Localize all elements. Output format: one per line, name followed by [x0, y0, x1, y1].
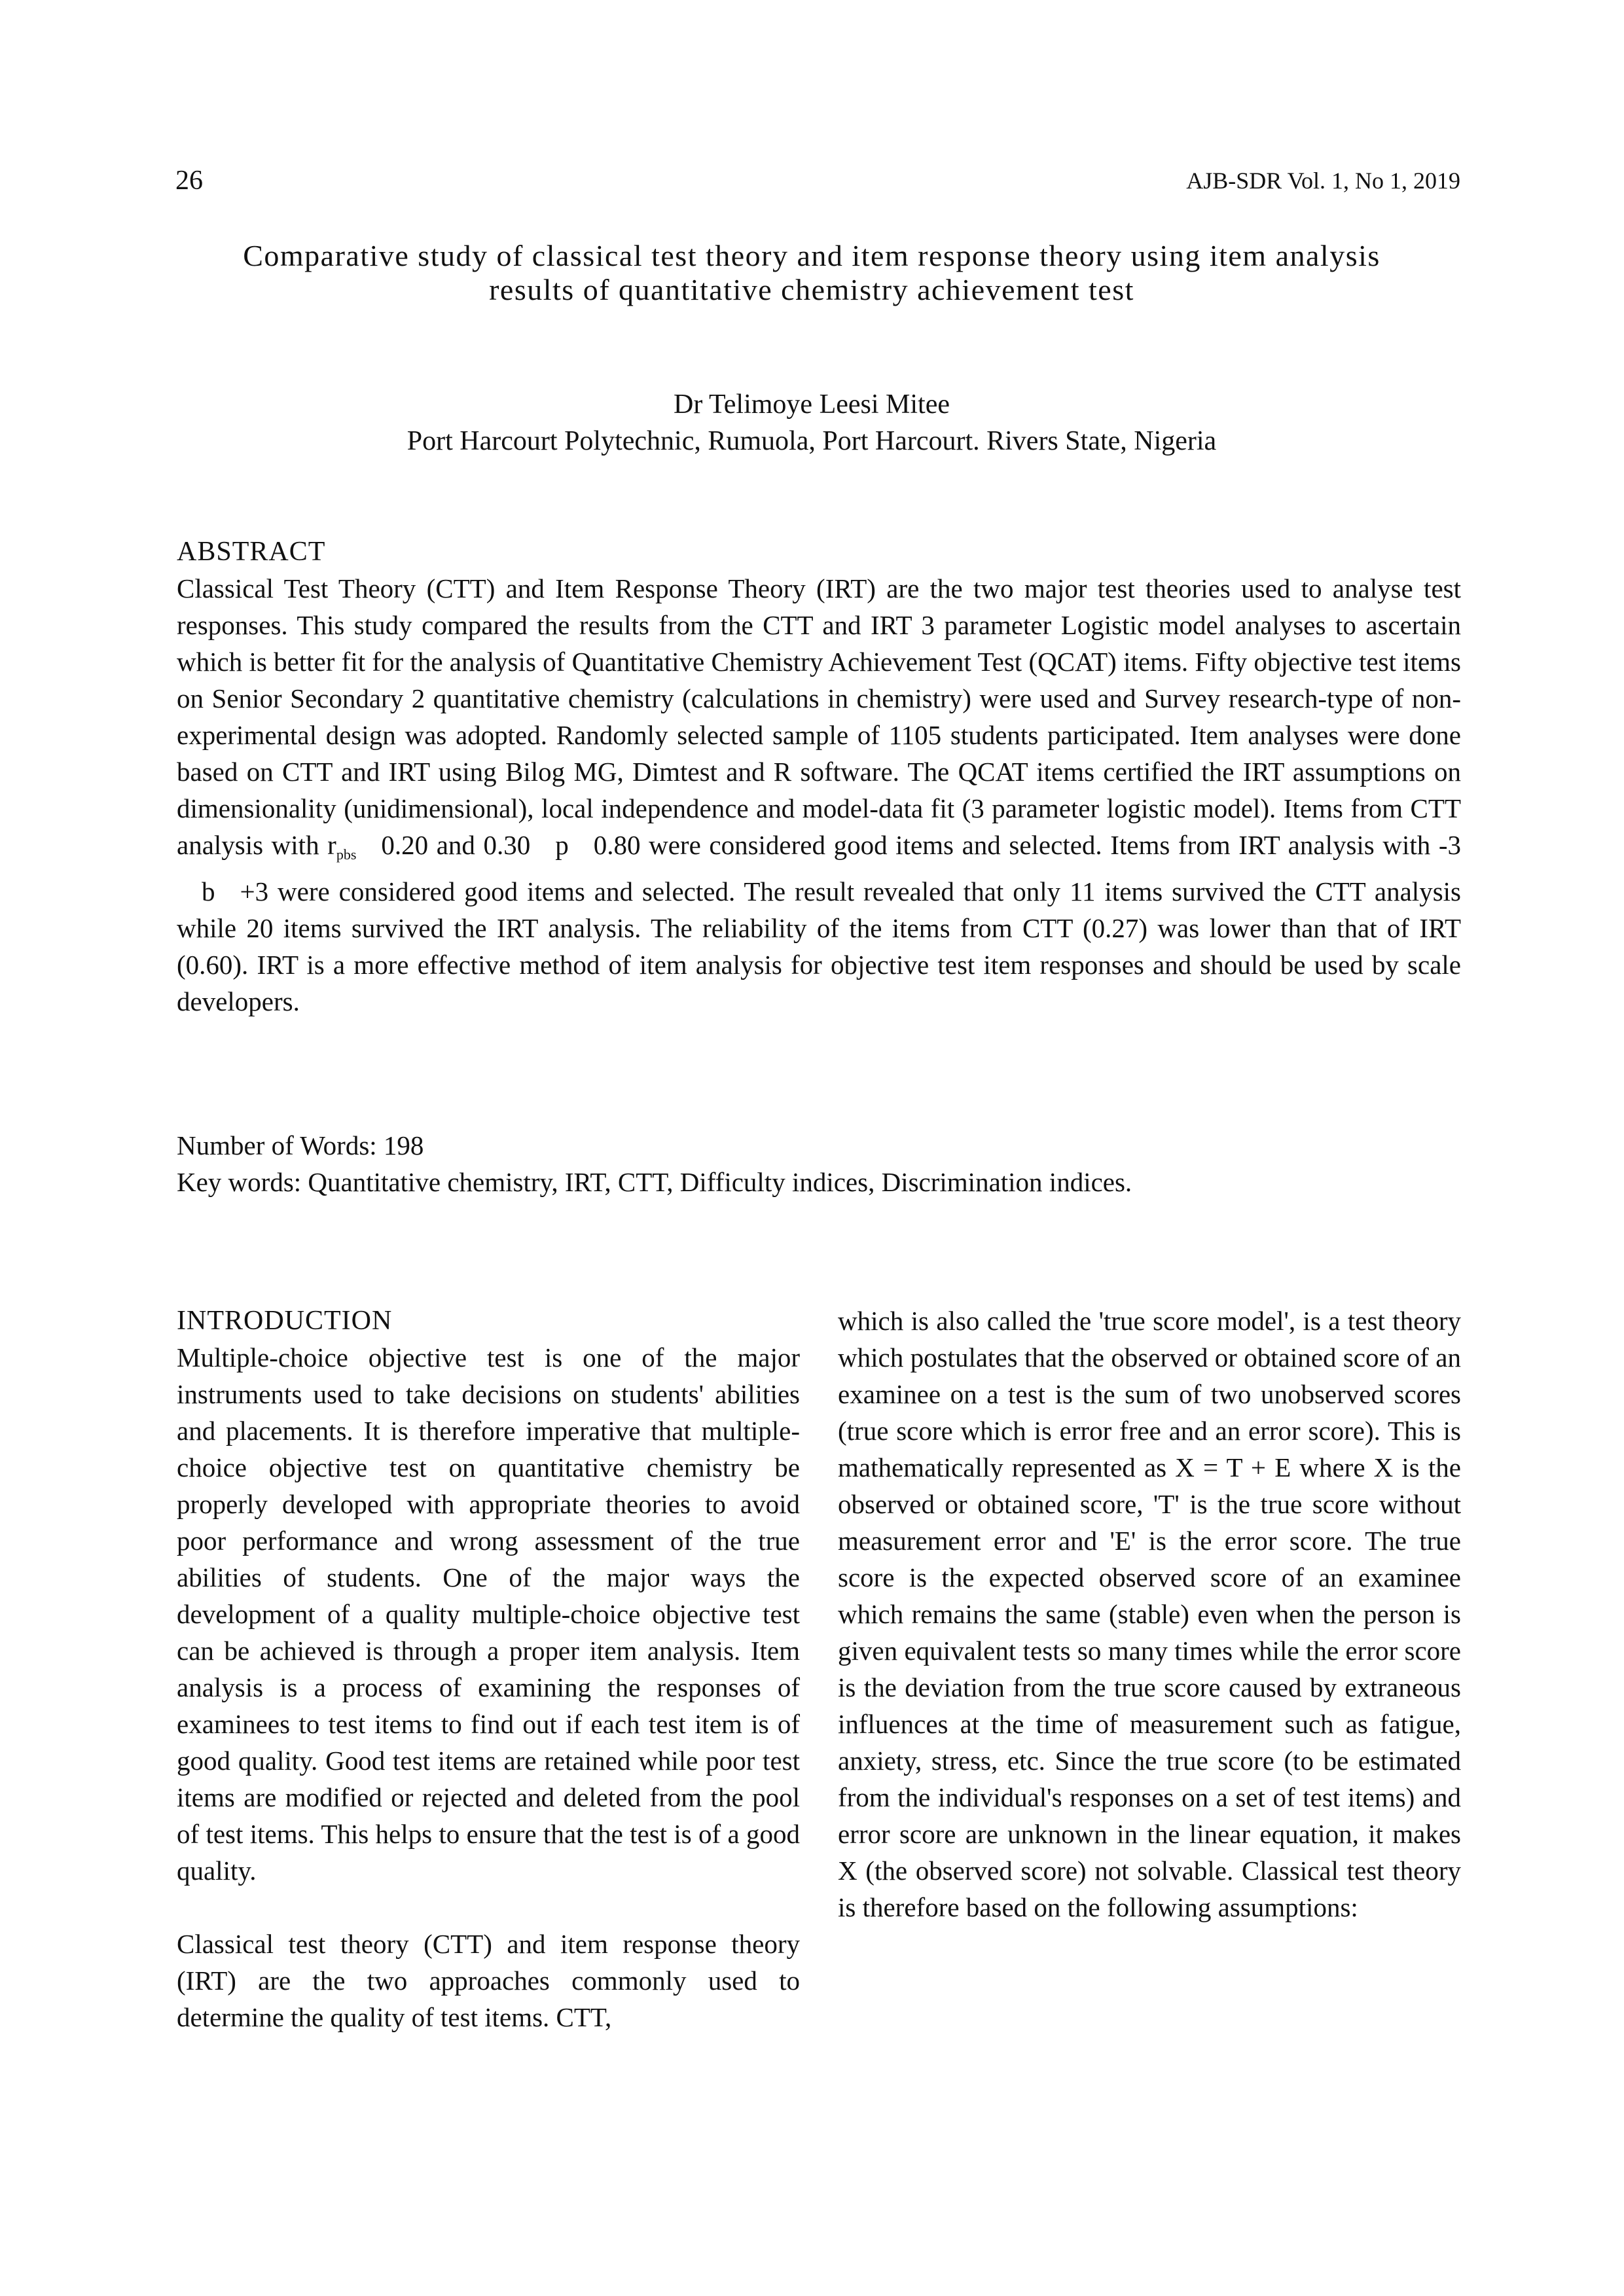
author-name: Dr Telimoye Leesi Mitee [674, 389, 950, 420]
title-line-1: Comparative study of classical test theory and item response theory using item analysis [243, 239, 1380, 272]
left-column [177, 1302, 800, 2072]
journal-citation: AJB-SDR Vol. 1, No 1, 2019 [1186, 168, 1460, 194]
title-line-2: results of quantitative chemistry achievement test [489, 273, 1134, 306]
abstract-text-2a: 0.20 and 0.30 [381, 830, 531, 860]
author-block [164, 386, 1460, 459]
author-affiliation: Port Harcourt Polytechnic, Rumuola, Port Harcourt. Rivers State, Nigeria [406, 426, 1217, 456]
intro-paragraph-3: which is also called the 'true score model', is a test theory which postulates that the observed or obtained score of an examinee on a test is the sum of two unobserved scores (true score which is error free and an error score). This is mathematically represented as X = T + E where X is the observed or obtained score, 'T' is the true score without measurement error and 'E' is the error score. The true score is the expected observed score of an examinee which remains the same (stable) even when the person is given equivalent tests so many times while the error score is the deviation from the true score caused by extraneous influences at the time of measurement such as fatigue, anxiety, stress, etc. Since the true score (to be estimated from the individual's responses on a set of test items) and error score are unknown in the linear equation, it makes X (the observed score) not solvable. Classical test theory is therefore based on the following assumptions: [838, 1306, 1461, 1922]
intro-paragraph-2: Classical test theory (CTT) and item response theory (IRT) are the two approaches commonly used to determine the quality of test items. CTT, [177, 1929, 800, 2032]
rpbs-subscript: pbs [336, 846, 357, 863]
intro-paragraph-1: Multiple-choice objective test is one of the major instruments used to take decisions on students' abilities and placements. It is therefore imperative that multiple-choice objective test on quantitative chemistry be properly developed with appropriate theories to avoid poor performance and wrong assessment of the true abilities of students. One of the major ways the development of a quality multiple-choice objective test can be achieved is through a proper item analysis. Item analysis is a process of examining the responses of examinees to test items to find out if each test item is of good quality. Good test items are retained while poor test items are modified or rejected and deleted from the pool of test items. This helps to ensure that the test is of a good quality. [177, 1342, 800, 1886]
right-column [838, 1302, 1461, 1962]
abstract-text-2b: p [555, 830, 569, 860]
introduction-heading: INTRODUCTION [177, 1306, 393, 1336]
abstract-text-3: +3 were considered good items and selected. The result revealed that only 11 items survived the CTT analysis while 20 items survived the IRT analysis. The reliability of the items from CTT (0.27) was lower than that of IRT (0.60). IRT is a more effective method of item analysis for objective test item responses and should be used by scale developers. [177, 876, 1461, 1016]
abstract-section [177, 533, 1461, 1020]
abstract-text-1: Classical Test Theory (CTT) and Item Response Theory (IRT) are the two major test theories used to analyse test responses. This study compared the results from the CTT and IRT 3 parameter Logistic model analyses to ascertain which is better fit for the analysis of Quantitative Chemistry Achievement Test (QCAT) items. Fifty objective test items on Senior Secondary 2 quantitative chemistry (calculations in chemistry) were used and Survey research-type of non-experimental design was adopted. Randomly selected sample of 1105 students participated. Item analyses were done based on CTT and IRT using Bilog MG, Dimtest and R software. The QCAT items certified the IRT assumptions on dimensionality (unidimensional), local independence and model-data fit (3 parameter logistic model). Items from CTT analysis with r [177, 573, 1461, 860]
keywords: Key words: Quantitative chemistry, IRT, CTT, Difficulty indices, Discrimination indices. [177, 1167, 1132, 1197]
word-count: Number of Words: 198 [177, 1130, 424, 1160]
abstract-text-2c: 0.80 were considered good items and selected. Items from IRT analysis with -3 [593, 830, 1461, 860]
abstract-heading: ABSTRACT [177, 537, 326, 567]
abstract-body [177, 570, 1461, 1020]
paper-title [164, 239, 1460, 307]
abstract-meta [177, 1127, 1461, 1200]
abstract-text-2d: b [202, 876, 215, 906]
page-number: 26 [175, 166, 203, 196]
